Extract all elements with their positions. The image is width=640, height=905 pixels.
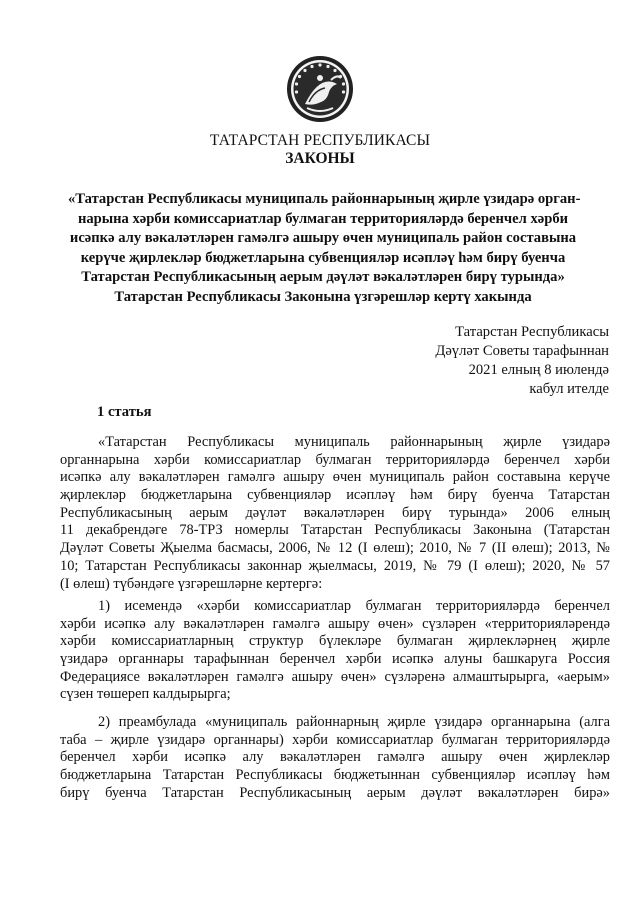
text-line: исәпкә алу вәкаләтләрен гамәлгә ашыру өчен муниципаль район составына керүче [60,469,610,486]
paragraph-intro [60,434,610,593]
text-line: Федерациясе вәкаләтләрен гамәлгә ашыру өчен» сүзләренә алмаштырырга, «аерым» [60,668,610,685]
adoption-line: Татарстан Республикасы [455,324,609,340]
text-line: 10; Татарстан Республикасы законнар җыелмасы, 2019, № 79 (I өлеш); 2020, № 57 [60,557,610,574]
text-line: 11 декабрендәге 78-ТРЗ номерлы Татарстан Республикасы Законына (Татарстан [60,522,610,539]
heading-line: керүче җирлекләр бюджетларына субвенцияләр исәпләү һәм бирү буенча [80,249,566,266]
law-title: ЗАКОНЫ [285,150,355,167]
text-line: хәрби исәпкә алу вәкаләтләрен гамәлгә ашыру өчен» сүзләрен «территорияләрендә [60,615,610,632]
text-line: хәрби комиссариатларның структур бүлекләре булмаган җирлекләрнең җирле [60,633,610,650]
adoption-line: 2021 елның 8 июлендә [468,362,609,378]
heading-line: исәпкә алу вәкаләтләрен гамәлгә ашыру өчен муниципаль район составына [69,230,577,246]
text-line: 2) преамбулада «муниципаль районнарның җирле үзидарә органнарына (алга [98,714,610,730]
text-line: таба – җирле үзидарә органнары) хәрби комиссариатлар булмаган территорияләрдә [60,731,610,748]
text-line: Республикасының аерым дәүләт вәкаләтләрен бирү турында» 2006 елның [60,504,610,521]
law-heading [68,190,581,307]
article-heading: 1 статья [97,404,152,420]
heading-line: «Татарстан Республикасы муниципаль районнарының җирле үзидарә орган- [68,191,581,207]
heading-line: Татарстан Республикасы Законына үзгәрешләр кертү хакында [114,288,532,305]
text-line: бюджетларына Татарстан Республикасы бюджетыннан субвенцияләр исәпләү һәм [60,767,610,784]
text-line: үзидарә органнары тарафыннан беренчел хәрби исәпкә алуны башкаруга Россия [60,651,610,668]
text-line: 1) исемендә «хәрби комиссариатлар булмаган территорияләрдә беренчел [98,598,610,614]
adoption-line: кабул ителде [529,381,609,397]
text-line: беренчел хәрби исәпкә алу вәкаләтләрен гамәлгә ашыру өчен җирлекләр [60,749,610,766]
text-line: (I өлеш) түбәндәге үзгәрешләрне кертергә: [60,575,323,592]
republic-title: ТАТАРСТАН РЕСПУБЛИКАСЫ [209,132,431,149]
heading-line: Татарстан Республикасының аерым дәүләт вәкаләтләрен бирү турында» [81,269,565,285]
adoption-block [435,323,609,399]
text-line: «Татарстан Республикасы муниципаль районнарының җирле үзидарә [98,434,610,450]
text-line: җирлекләр бюджетларына субвенцияләр исәпләү һәм бирү буенча Татарстан [60,487,610,504]
text-line: органнарына хәрби комиссариатлар булмаган территорияләрдә беренчел хәрби [60,451,610,468]
text-line: бирү буенча Татарстан Республикасының аерым дәүләт вәкаләтләрен бирә» [60,784,610,801]
text-line: сүзен төшереп калдырырга; [60,686,231,703]
paragraph-item-1 [60,598,610,704]
coat-of-arms-icon [285,54,355,124]
text-line: Дәүләт Советы Җыелма басмасы, 2006, № 12 (I өлеш); 2010, № 7 (II өлеш); 2013, № [60,540,610,557]
adoption-line: Дәүләт Советы тарафыннан [435,343,609,359]
paragraph-item-2 [60,714,610,802]
heading-line: нарына хәрби комиссариатлар булмаган территорияләрдә беренчел хәрби [77,210,569,227]
